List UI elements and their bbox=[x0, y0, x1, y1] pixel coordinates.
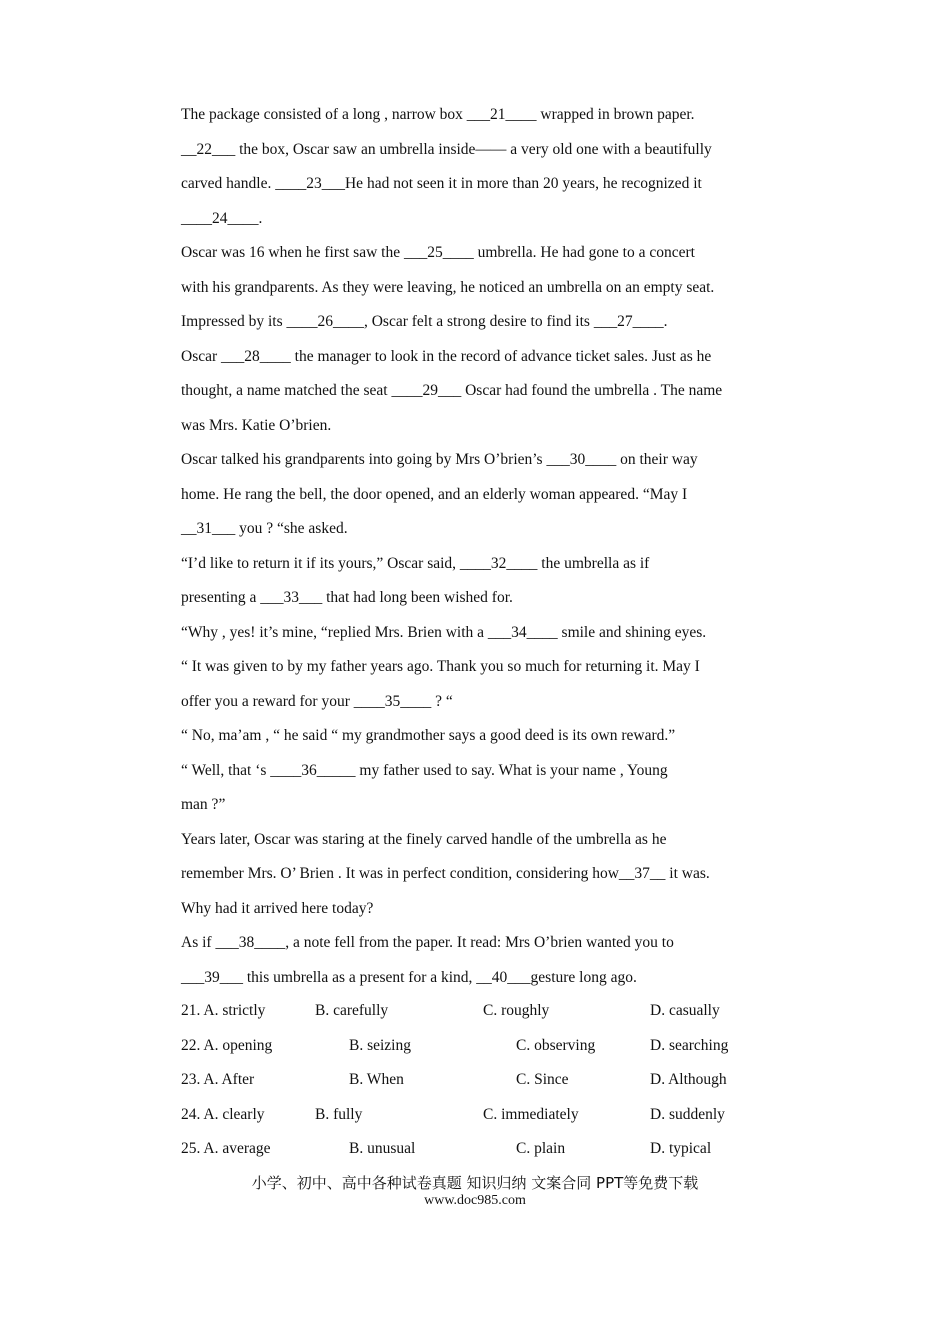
passage-line: “Why , yes! it’s mine, “replied Mrs. Brien with a ___34____ smile and shining eyes. bbox=[181, 623, 707, 641]
passage-line: Years later, Oscar was staring at the finely carved handle of the umbrella as he bbox=[181, 830, 667, 848]
answer-options bbox=[181, 994, 781, 1167]
option-d: D. casually bbox=[650, 1002, 720, 1019]
cloze-passage bbox=[181, 98, 781, 995]
option-a: 23. A. After bbox=[181, 1071, 255, 1088]
passage-line: presenting a ___33___ that had long been wished for. bbox=[181, 589, 513, 606]
passage-line: ____24____. bbox=[181, 209, 263, 227]
option-d: D. typical bbox=[650, 1140, 712, 1157]
option-row-23 bbox=[181, 1063, 781, 1098]
passage-line: __22___ the box, Oscar saw an umbrella inside—— a very old one with a beautifully bbox=[181, 140, 712, 158]
option-c: C. roughly bbox=[483, 1002, 550, 1019]
passage-line: ___39___ this umbrella as a present for a kind, __40___gesture long ago. bbox=[181, 968, 637, 986]
option-d: D. Although bbox=[650, 1071, 727, 1088]
passage-line: home. He rang the bell, the door opened, and an elderly woman appeared. “May I bbox=[181, 485, 688, 503]
option-b: B. carefully bbox=[315, 1002, 389, 1019]
passage-line: offer you a reward for your ____35____ ? “ bbox=[181, 692, 453, 710]
footer-url: www.doc985.com bbox=[424, 1193, 526, 1208]
option-b: B. fully bbox=[315, 1105, 363, 1123]
passage-line: carved handle. ____23___He had not seen it in more than 20 years, he recognized it bbox=[181, 175, 702, 192]
passage-line: Oscar was 16 when he first saw the ___25____ umbrella. He had gone to a concert bbox=[181, 244, 695, 261]
passage-line: The package consisted of a long , narrow box ___21____ wrapped in brown paper. bbox=[181, 106, 695, 123]
option-b: B. unusual bbox=[349, 1140, 416, 1157]
passage-line: “ No, ma’am , “ he said “ my grandmother says a good deed is its own reward.” bbox=[181, 727, 676, 744]
option-d: D. searching bbox=[650, 1036, 729, 1054]
option-row-24 bbox=[181, 1098, 781, 1133]
passage-line: thought, a name matched the seat ____29___ Oscar had found the umbrella . The name bbox=[181, 382, 723, 399]
passage-line: Why had it arrived here today? bbox=[181, 899, 374, 917]
passage-line: Impressed by its ____26____, Oscar felt a strong desire to find its ___27____. bbox=[181, 313, 668, 330]
footer-banner-text: 小学、初中、高中各种试卷真题 知识归纳 文案合同 PPT等免费下载 bbox=[251, 1174, 699, 1192]
passage-line: As if ___38____, a note fell from the paper. It read: Mrs O’brien wanted you to bbox=[181, 934, 674, 951]
option-a: 22. A. opening bbox=[181, 1036, 273, 1054]
passage-line: “ Well, that ‘s ____36_____ my father used to say. What is your name , Young bbox=[181, 761, 668, 779]
option-a: 25. A. average bbox=[181, 1140, 271, 1157]
option-row-21 bbox=[181, 994, 781, 1029]
option-a: 24. A. clearly bbox=[181, 1105, 265, 1123]
option-c: C. plain bbox=[516, 1140, 566, 1157]
option-c: C. Since bbox=[516, 1071, 569, 1088]
option-b: B. When bbox=[349, 1071, 404, 1088]
passage-line: man ?” bbox=[181, 796, 226, 813]
option-a: 21. A. strictly bbox=[181, 1002, 266, 1019]
option-c: C. observing bbox=[516, 1036, 596, 1054]
passage-line: was Mrs. Katie O’brien. bbox=[181, 416, 332, 434]
passage-line: with his grandparents. As they were leaving, he noticed an umbrella on an empty seat. bbox=[181, 278, 715, 296]
option-d: D. suddenly bbox=[650, 1105, 725, 1123]
option-row-22 bbox=[181, 1029, 781, 1064]
passage-line: Oscar ___28____ the manager to look in the record of advance ticket sales. Just as he bbox=[181, 347, 712, 365]
option-c: C. immediately bbox=[483, 1105, 579, 1123]
passage-line: __31___ you ? “she asked. bbox=[181, 520, 348, 537]
passage-line: “ It was given to by my father years ago. Thank you so much for returning it. May I bbox=[181, 658, 700, 675]
option-b: B. seizing bbox=[349, 1036, 411, 1054]
passage-line: Oscar talked his grandparents into going by Mrs O’brien’s ___30____ on their way bbox=[181, 451, 698, 468]
option-row-25 bbox=[181, 1132, 781, 1167]
passage-line: “I’d like to return it if its yours,” Oscar said, ____32____ the umbrella as if bbox=[181, 554, 650, 572]
passage-line: remember Mrs. O’ Brien . It was in perfect condition, considering how__37__ it was. bbox=[181, 865, 710, 882]
